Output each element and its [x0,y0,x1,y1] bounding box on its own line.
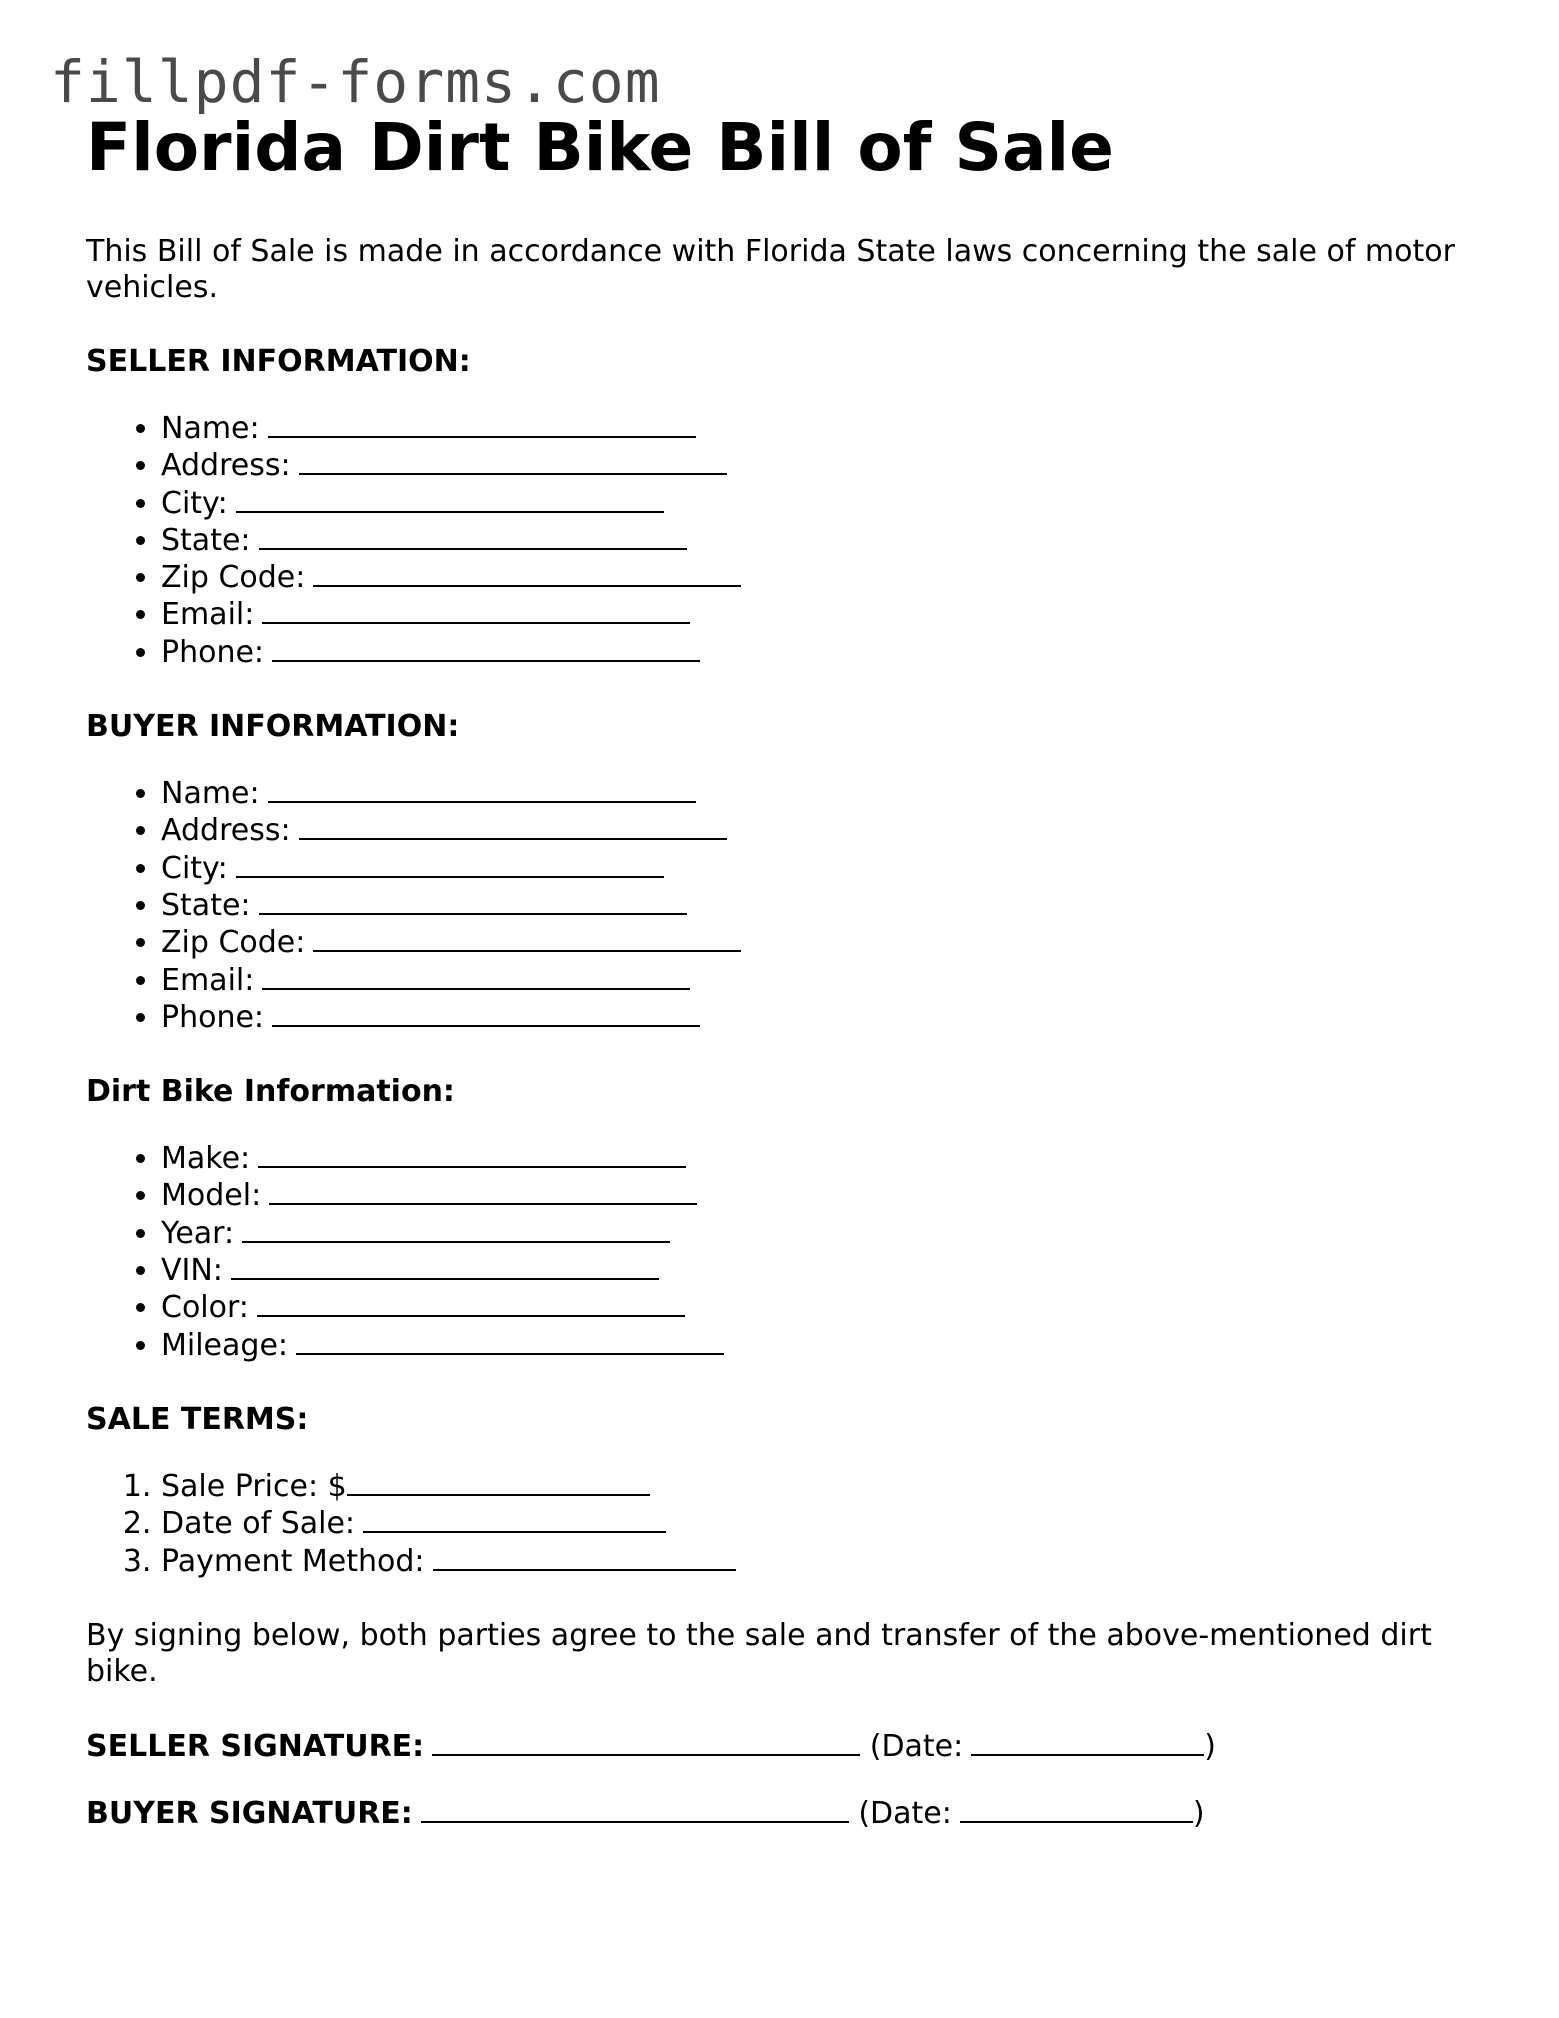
seller-state-item [161,522,1486,559]
date-close-label: ) [1204,1728,1216,1764]
sale-price-item [161,1468,1486,1505]
buyer-address-blank[interactable] [299,812,727,840]
seller-signature-blank[interactable] [432,1728,860,1756]
payment-method-blank[interactable] [433,1543,736,1571]
seller-state-blank[interactable] [259,522,687,550]
date-close-label: ) [1192,1795,1205,1831]
seller-zip-item [161,559,1486,596]
field-label: City: [161,485,228,521]
buyer-field-list [86,775,1486,1036]
field-label: Phone: [161,634,265,670]
seller-date-blank[interactable] [971,1728,1204,1756]
field-label: Phone: [161,999,265,1035]
buyer-name-blank[interactable] [268,775,696,803]
field-label: VIN: [161,1253,223,1289]
date-open-label: (Date: [858,1795,952,1831]
buyer-city-item [161,850,1486,887]
buyer-name-item [161,775,1486,812]
bike-year-item [161,1215,1486,1252]
terms-field-list [86,1468,1486,1580]
document-title: Florida Dirt Bike Bill of Sale [86,109,1114,186]
bike-vin-blank[interactable] [231,1252,659,1280]
watermark: fillpdf-forms.com [50,48,661,116]
seller-email-item [161,596,1486,633]
bike-model-item [161,1177,1486,1214]
bike-model-blank[interactable] [269,1177,697,1205]
sale-price-blank[interactable] [347,1468,650,1496]
field-label: Email: [161,597,255,633]
field-label: Mileage: [161,1327,289,1363]
bike-mileage-blank[interactable] [296,1327,724,1355]
field-label: Email: [161,962,255,998]
buyer-date-blank[interactable] [960,1795,1193,1823]
seller-city-blank[interactable] [236,485,664,513]
buyer-address-item [161,812,1486,849]
buyer-signature-blank[interactable] [421,1795,849,1823]
field-label: State: [161,522,251,558]
buyer-section-heading: BUYER INFORMATION: [86,709,460,745]
field-label: Year: [161,1215,235,1251]
buyer-phone-item [161,999,1486,1036]
seller-phone-item [161,634,1486,671]
seller-zip-blank[interactable] [313,559,741,587]
field-label: Address: [161,448,291,484]
seller-email-blank[interactable] [262,596,690,624]
buyer-zip-item [161,924,1486,961]
bike-color-blank[interactable] [257,1289,685,1317]
seller-section-heading: SELLER INFORMATION: [86,344,471,379]
field-label: Color: [161,1290,249,1326]
field-label: City: [161,850,228,886]
bike-make-blank[interactable] [258,1140,686,1168]
field-label: Sale Price: $ [161,1468,347,1504]
field-label: Address: [161,813,291,849]
closing-paragraph: By signing below, both parties agree to the sale and transfer of the above-mentioned dirt bike. [86,1617,1432,1689]
field-label: Zip Code: [161,925,306,961]
date-open-label: (Date: [869,1728,964,1764]
seller-phone-blank[interactable] [272,634,700,662]
terms-section-heading: SALE TERMS: [86,1401,309,1437]
bike-mileage-item [161,1327,1486,1364]
buyer-city-blank[interactable] [236,850,664,878]
sale-date-item [161,1505,1486,1542]
buyer-email-item [161,962,1486,999]
sale-date-blank[interactable] [363,1505,666,1533]
bill-of-sale-document [86,108,1486,1832]
field-label: Name: [161,411,260,446]
field-label: Payment Method: [161,1543,425,1579]
bike-field-list [86,1140,1486,1364]
buyer-email-blank[interactable] [262,962,690,990]
field-label: Zip Code: [161,560,306,596]
bike-section-heading: Dirt Bike Information: [86,1074,455,1110]
buyer-signature-line [86,1795,1486,1832]
seller-field-list [86,410,1486,671]
seller-name-blank[interactable] [268,410,696,438]
payment-method-item [161,1543,1486,1580]
buyer-state-blank[interactable] [259,887,687,915]
buyer-state-item [161,887,1486,924]
bike-color-item [161,1289,1486,1326]
buyer-signature-label: BUYER SIGNATURE: [86,1795,413,1831]
seller-city-item [161,485,1486,522]
field-label: Make: [161,1141,251,1177]
bike-year-blank[interactable] [242,1215,670,1243]
bike-vin-item [161,1252,1486,1289]
seller-name-item [161,410,1486,447]
field-label: Name: [161,776,260,812]
field-label: State: [161,887,251,923]
field-label: Date of Sale: [161,1506,356,1542]
field-label: Model: [161,1178,262,1214]
seller-address-blank[interactable] [299,447,727,475]
buyer-phone-blank[interactable] [272,999,700,1027]
seller-address-item [161,447,1486,484]
bike-make-item [161,1140,1486,1177]
seller-signature-line [86,1728,1486,1765]
buyer-zip-blank[interactable] [313,924,741,952]
seller-signature-label: SELLER SIGNATURE: [86,1728,425,1764]
intro-paragraph: This Bill of Sale is made in accordance with Florida State laws concerning the sale of motor vehicles. [86,234,1455,305]
